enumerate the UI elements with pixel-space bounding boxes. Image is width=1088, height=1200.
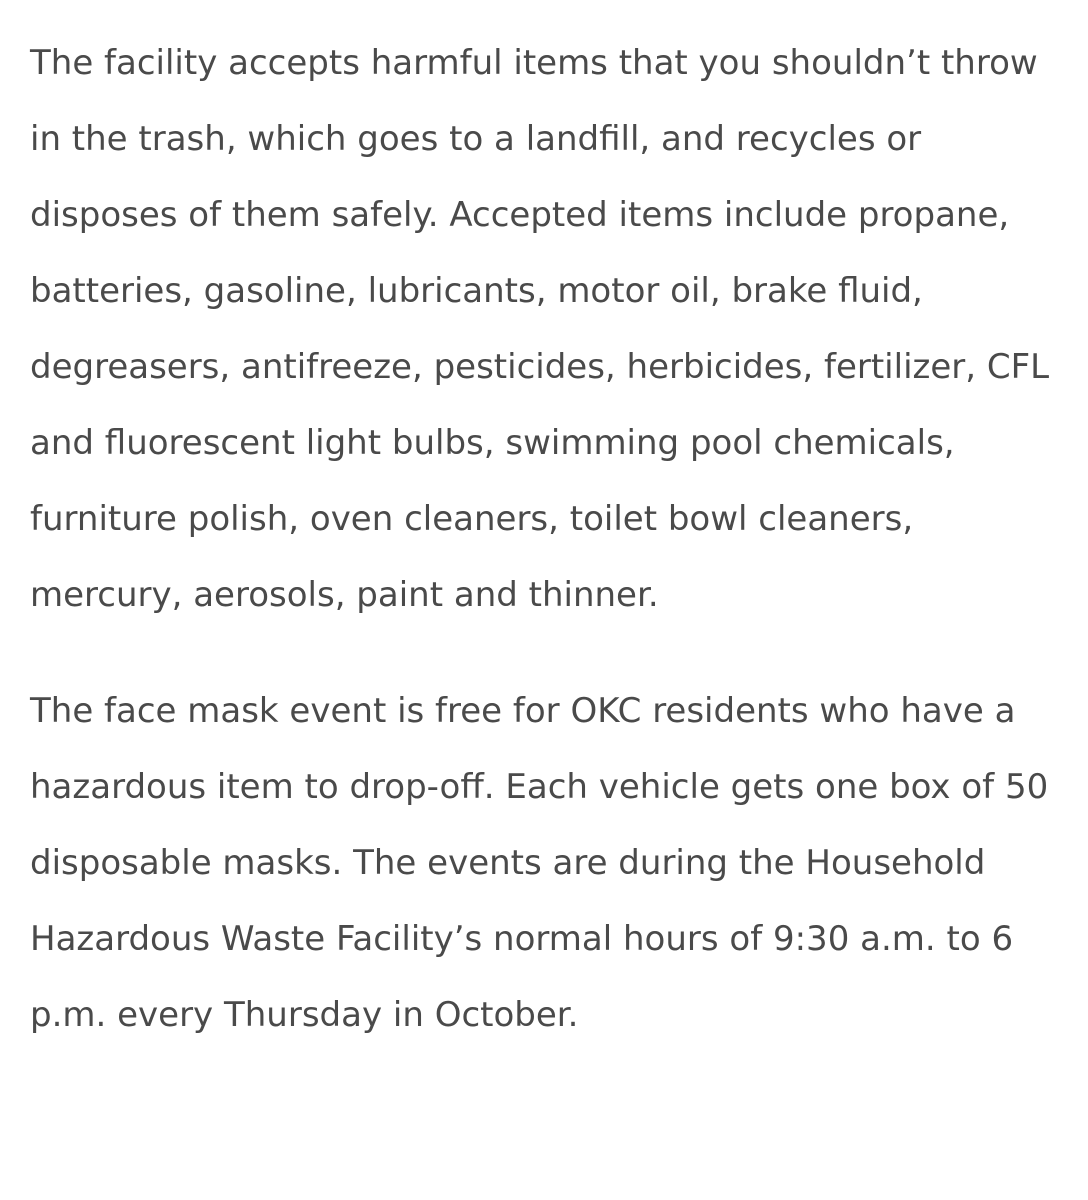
paragraph-face-mask-event: The face mask event is free for OKC residents who have a hazardous item to drop-off. Each vehicle gets one box of 50 disposable masks. The events are during the Household Hazardous Waste Facility’s normal hours of 9:30 a.m. to 6 p.m. every Thursday in October. [30,691,1049,1035]
article-body [30,25,1065,1093]
paragraph-accepted-items: The facility accepts harmful items that you shouldn’t throw in the trash, which goes to a landfill, and recycles or disposes of them safely. Accepted items include propane, batteries, gasoline, lubricants, motor oil, brake fluid, degreasers, antifreeze, pesticides, herbicides, fertilizer, CFL and fluorescent light bulbs, swimming pool chemicals, furniture polish, oven cleaners, toilet bowl cleaners, mercury, aerosols, paint and thinner. [30,43,1050,615]
